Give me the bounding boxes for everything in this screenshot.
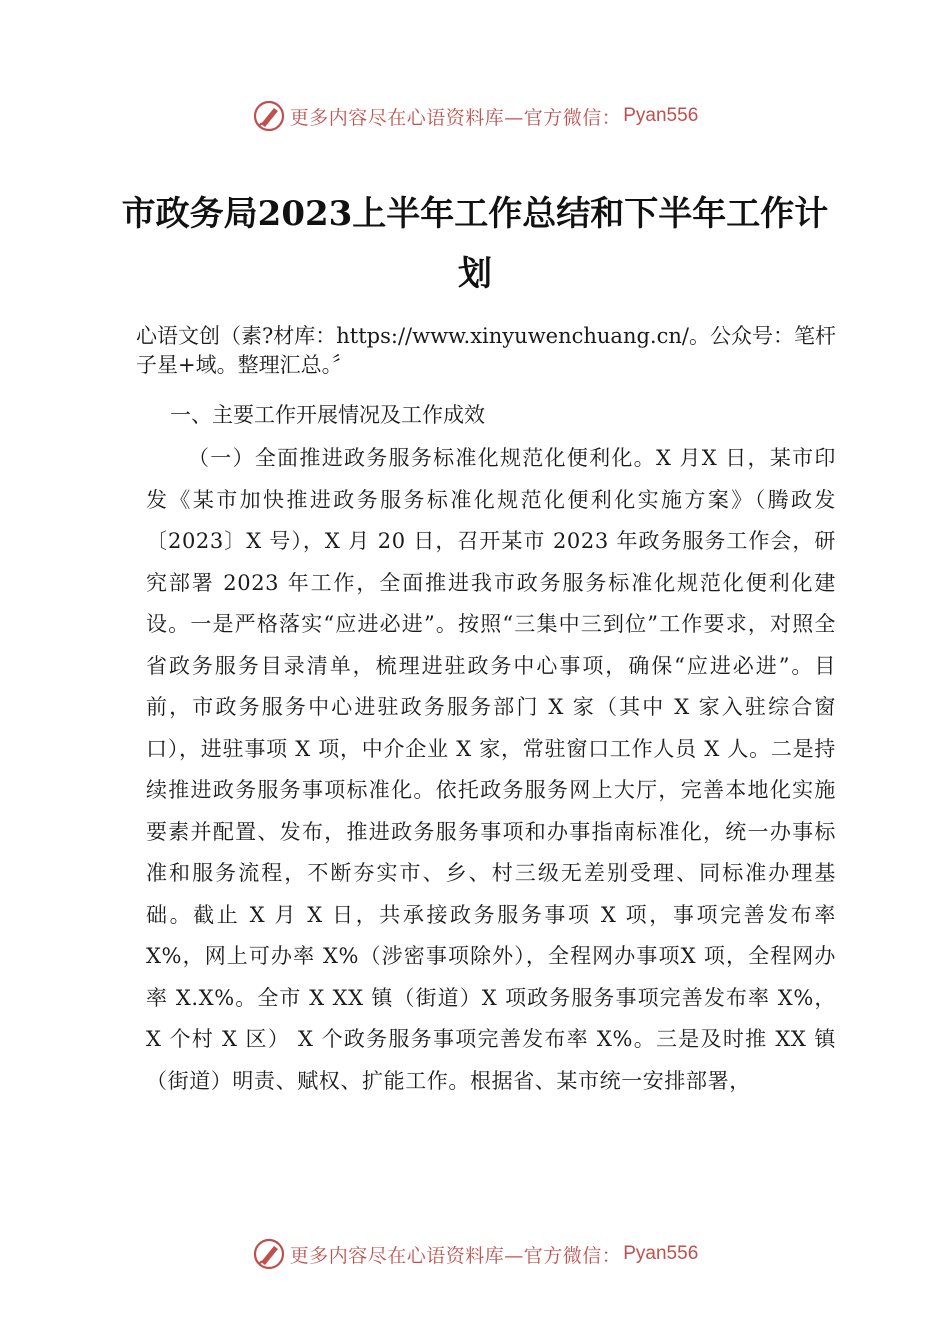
section-heading: 一、主要工作开展情况及工作成效 xyxy=(170,403,485,427)
watermark-banner-top xyxy=(0,96,950,136)
document-title: 市政务局2023上半年工作总结和下半年工作计划 xyxy=(121,194,829,294)
watermark-text: 更多内容尽在心语资料库—官方微信： xyxy=(289,106,622,129)
source-note: 心语文创（素?材库：https://www.xinyuwenchuang.cn/。公众号：笔杆子星+域。整理汇总。〞 xyxy=(136,324,836,377)
watermark-handle: Pyan556 xyxy=(623,105,699,126)
pen-logo-icon xyxy=(252,1237,286,1271)
watermark-handle: Pyan556 xyxy=(623,1243,699,1264)
watermark-banner-bottom xyxy=(0,1234,950,1274)
body-paragraph: （一）全面推进政务服务标准化规范化便利化。X 月X 日，某市印发《某市加快推进政务服务标准化规范化便利化实施方案》（腾政发〔2023〕X 号），X 月 20 日，召开某市 2023 年政务服务工作会，研究部署 2023 年工作，全面推进我市政务服务标准化规范化便利化建设。一是严格落实“应进必进”。按照“三集中三到位”工作要求，对照全省政务服务目录清单，梳理进驻政务中心事项，确保“应进必进”。目前，市政务服务中心进驻政务服务部门 X 家（其中 X 家入驻综合窗口），进驻事项 X 项，中介企业 X 家，常驻窗口工作人员 X 人。二是持续推进政务服务事项标准化。依托政务服务网上大厅，完善本地化实施要素并配置、发布，推进政务服务事项和办事指南标准化，统一办事标准和服务流程，不断夯实市、乡、村三级无差别受理、同标准办理基础。截止 X 月 X 日，共承接政务服务事项 X 项，事项完善发布率 X%，网上可办率 X%（涉密事项除外），全程网办事项X 项，全程网办率 X.X%。全市 X XX 镇（街道）X 项政务服务事项完善发布率 X%，X 个村 X 区） X 个政务服务事项完善发布率 X%。三是及时推 XX 镇（街道）明责、赋权、扩能工作。根据省、某市统一安排部署， xyxy=(146,446,836,1093)
pen-logo-icon xyxy=(252,99,286,133)
watermark-text: 更多内容尽在心语资料库—官方微信： xyxy=(289,1244,622,1267)
